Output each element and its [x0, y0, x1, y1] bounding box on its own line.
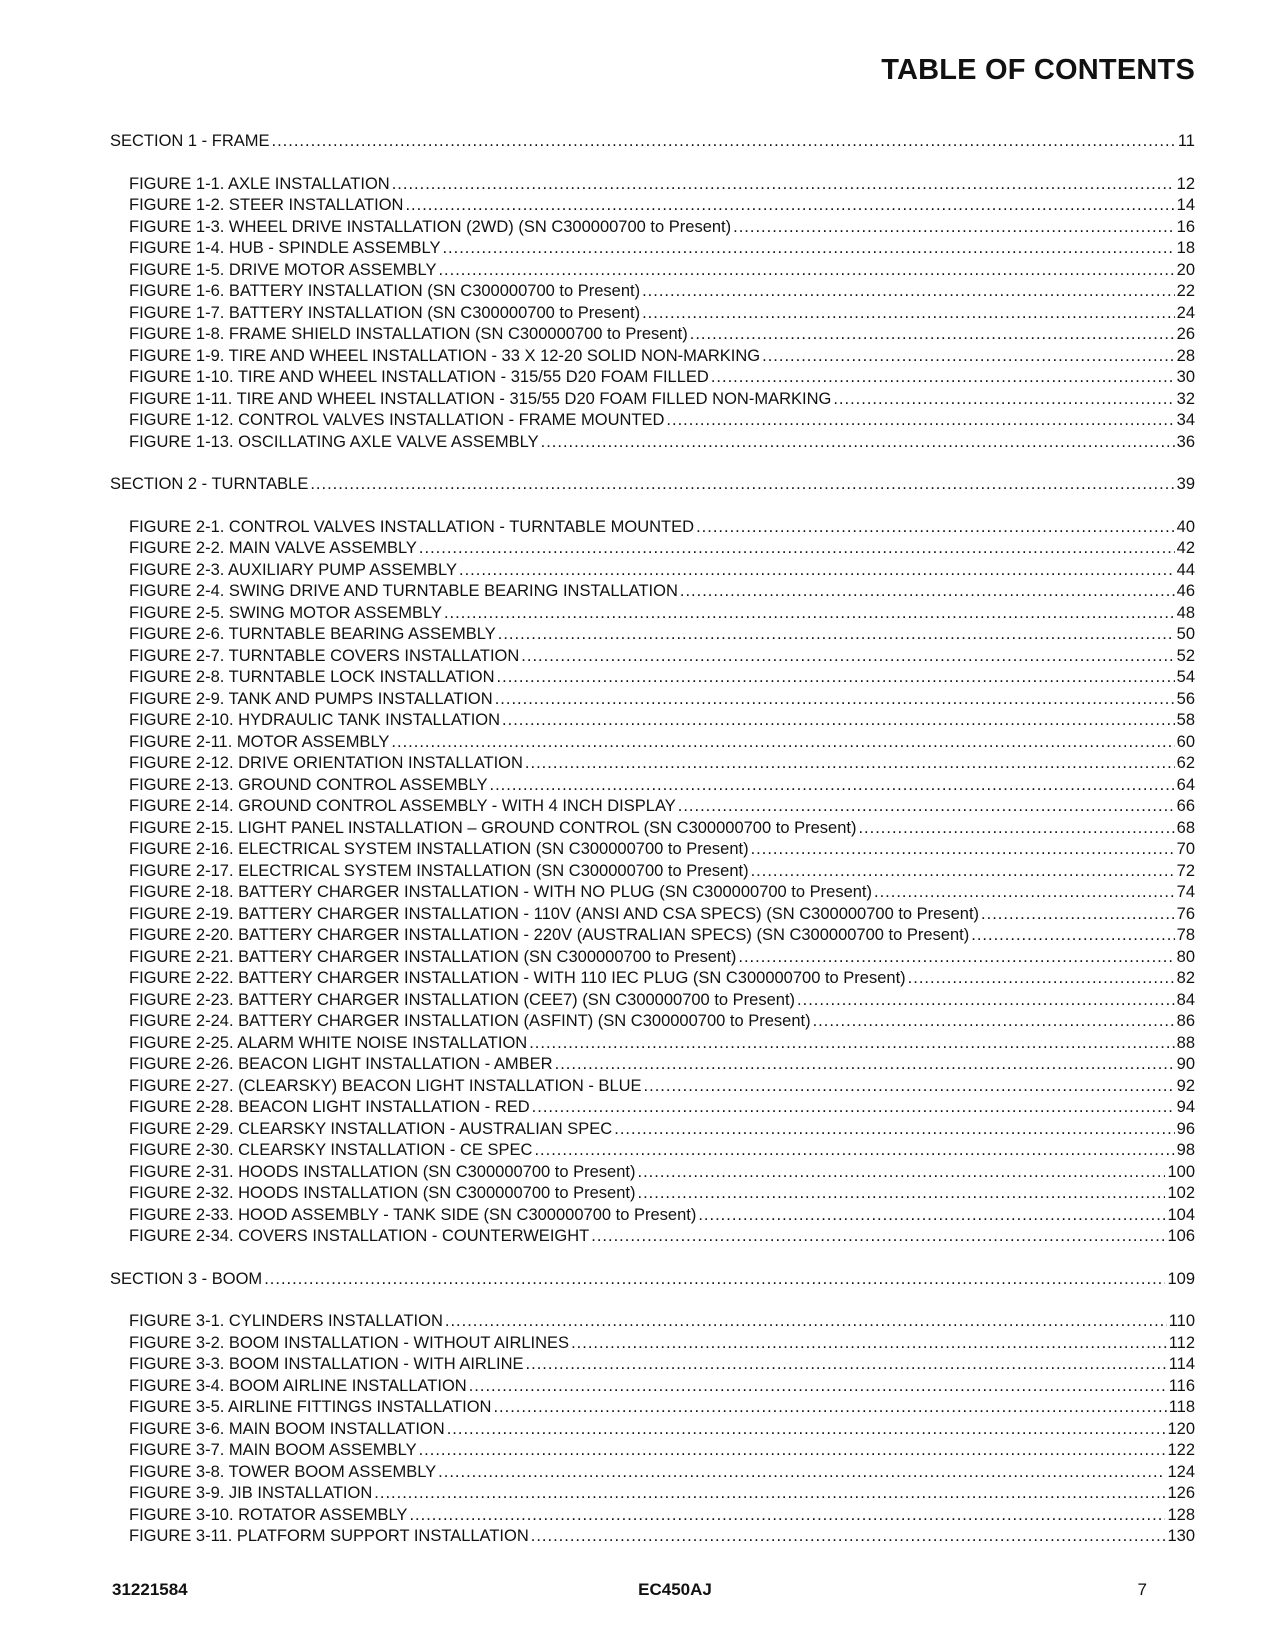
- dot-leader: [498, 624, 1175, 646]
- dot-leader: [391, 732, 1174, 754]
- toc-entry-label: FIGURE 2-21. BATTERY CHARGER INSTALLATION (SN C300000700 to Present): [129, 947, 737, 966]
- toc-figure-entry[interactable]: [110, 689, 1195, 711]
- dot-leader: [591, 1226, 1165, 1248]
- toc-entry-page: 39: [1176, 475, 1195, 493]
- toc-figure-entry[interactable]: [110, 260, 1195, 282]
- toc-figure-entry[interactable]: [110, 624, 1195, 646]
- toc-entry-page: 94: [1176, 1098, 1195, 1116]
- toc-entry-label: FIGURE 2-23. BATTERY CHARGER INSTALLATION (CEE7) (SN C300000700 to Present): [129, 990, 796, 1009]
- dot-leader: [833, 389, 1174, 411]
- toc-entry-page: 118: [1168, 1398, 1195, 1416]
- dot-leader: [532, 1097, 1175, 1119]
- toc-entry-label: FIGURE 2-22. BATTERY CHARGER INSTALLATION - WITH 110 IEC PLUG (SN C300000700 to Present): [129, 969, 906, 987]
- toc-section-entry[interactable]: [110, 1269, 1195, 1291]
- toc-entry-label: FIGURE 2-12. DRIVE ORIENTATION INSTALLATION: [129, 754, 523, 772]
- toc-entry-page: 44: [1176, 560, 1195, 579]
- dot-leader: [644, 1076, 1175, 1098]
- toc-entry-label: FIGURE 3-3. BOOM INSTALLATION - WITH AIRLINE: [129, 1355, 524, 1373]
- toc-entry-label: FIGURE 3-6. MAIN BOOM INSTALLATION: [129, 1419, 445, 1438]
- toc-figure-entry[interactable]: [110, 1226, 1195, 1248]
- toc-entry-label: FIGURE 1-3. WHEEL DRIVE INSTALLATION (2WD) (SN C300000700 to Present): [129, 217, 732, 236]
- dot-leader: [971, 925, 1174, 947]
- toc-entry-page: 36: [1176, 432, 1195, 451]
- footer-page-number: 7: [1137, 1580, 1147, 1599]
- toc-figure-entry[interactable]: [110, 1462, 1195, 1484]
- toc-figure-entry[interactable]: [110, 1483, 1195, 1505]
- toc-figure-entry[interactable]: [110, 517, 1195, 539]
- toc-entry-page: 86: [1176, 1012, 1195, 1030]
- toc-entry-label: FIGURE 2-31. HOODS INSTALLATION (SN C300000700 to Present): [129, 1162, 636, 1181]
- toc-entry-page: 62: [1176, 754, 1195, 772]
- toc-entry-page: 18: [1176, 239, 1195, 257]
- toc-entry-label: FIGURE 2-2. MAIN VALVE ASSEMBLY: [129, 539, 417, 557]
- toc-entry-page: 14: [1176, 196, 1195, 214]
- toc-entry-label: FIGURE 2-26. BEACON LIGHT INSTALLATION - AMBER: [129, 1055, 553, 1073]
- toc-entry-label: FIGURE 1-13. OSCILLATING AXLE VALVE ASSEMBLY: [129, 432, 539, 451]
- toc-figure-entry[interactable]: [110, 346, 1195, 368]
- toc-entry-page: 76: [1176, 904, 1195, 923]
- dot-leader: [469, 1376, 1167, 1398]
- dot-leader: [529, 1033, 1174, 1055]
- toc-entry-label: FIGURE 2-29. CLEARSKY INSTALLATION - AUSTRALIAN SPEC: [129, 1119, 613, 1138]
- toc-figure-entry[interactable]: [110, 775, 1195, 797]
- dot-leader: [874, 882, 1175, 904]
- toc-figure-entry[interactable]: [110, 217, 1195, 239]
- dot-leader: [638, 1183, 1166, 1205]
- dot-leader: [526, 1354, 1167, 1376]
- toc-entry-page: 20: [1176, 260, 1195, 279]
- toc-figure-entry[interactable]: [110, 281, 1195, 303]
- dot-leader: [555, 1054, 1175, 1076]
- toc-figure-entry[interactable]: [110, 1076, 1195, 1098]
- dot-leader: [521, 646, 1174, 668]
- toc-entry-label: FIGURE 2-11. MOTOR ASSEMBLY: [129, 732, 390, 751]
- dot-leader: [459, 560, 1175, 582]
- dot-leader: [690, 324, 1175, 346]
- dot-leader: [541, 432, 1175, 454]
- toc-figure-entry[interactable]: [110, 1354, 1195, 1376]
- toc-figure-entry[interactable]: [110, 1140, 1195, 1162]
- toc-entry-page: 11: [1177, 132, 1195, 150]
- toc-figure-entry[interactable]: [110, 1011, 1195, 1033]
- toc-entry-page: 70: [1176, 840, 1195, 858]
- toc-entry-label: FIGURE 1-6. BATTERY INSTALLATION (SN C300000700 to Present): [129, 282, 641, 300]
- toc-entry-label: FIGURE 2-4. SWING DRIVE AND TURNTABLE BEARING INSTALLATION: [129, 582, 678, 600]
- toc-entry-page: 130: [1167, 1527, 1195, 1545]
- toc-entry-label: FIGURE 1-4. HUB - SPINDLE ASSEMBLY: [129, 239, 441, 257]
- toc-figure-entry[interactable]: [110, 1419, 1195, 1441]
- dot-leader: [392, 174, 1175, 196]
- dot-leader: [497, 667, 1175, 689]
- dot-leader: [405, 195, 1174, 217]
- toc-entry-label: SECTION 2 - TURNTABLE: [110, 475, 309, 493]
- dot-leader: [678, 796, 1175, 818]
- dot-leader: [642, 281, 1175, 303]
- dot-leader: [445, 1311, 1167, 1333]
- toc-entry-page: 92: [1176, 1076, 1195, 1095]
- toc-figure-entry[interactable]: [110, 968, 1195, 990]
- toc-entry-page: 116: [1168, 1376, 1195, 1395]
- dot-leader: [438, 260, 1174, 282]
- toc-entry-page: 60: [1176, 732, 1195, 751]
- dot-leader: [711, 367, 1175, 389]
- dot-leader: [738, 947, 1174, 969]
- toc-figure-entry[interactable]: [110, 303, 1195, 325]
- toc-figure-entry[interactable]: [110, 646, 1195, 668]
- toc-figure-entry[interactable]: [110, 432, 1195, 454]
- toc-entry-label: FIGURE 2-6. TURNTABLE BEARING ASSEMBLY: [129, 625, 496, 643]
- toc-entry-page: 64: [1176, 775, 1195, 794]
- toc-entry-label: FIGURE 2-9. TANK AND PUMPS INSTALLATION: [129, 689, 493, 708]
- toc-entry-label: FIGURE 2-15. LIGHT PANEL INSTALLATION – GROUND CONTROL (SN C300000700 to Present): [129, 818, 857, 837]
- toc-section-entry[interactable]: [110, 131, 1195, 153]
- toc-entry-label: FIGURE 1-8. FRAME SHIELD INSTALLATION (SN C300000700 to Present): [129, 325, 688, 343]
- toc-entry-label: FIGURE 1-9. TIRE AND WHEEL INSTALLATION - 33 X 12-20 SOLID NON-MARKING: [129, 346, 761, 365]
- toc-entry-page: 72: [1176, 861, 1195, 880]
- dot-leader: [858, 818, 1174, 840]
- toc-entry-page: 28: [1176, 346, 1195, 365]
- toc-entry-label: FIGURE 1-12. CONTROL VALVES INSTALLATION - FRAME MOUNTED: [129, 411, 665, 429]
- dot-leader: [374, 1483, 1165, 1505]
- toc-figure-entry[interactable]: [110, 1397, 1195, 1419]
- toc-figure-entry[interactable]: [110, 839, 1195, 861]
- toc-entry-label: FIGURE 3-1. CYLINDERS INSTALLATION: [129, 1312, 443, 1330]
- toc-entry-page: 32: [1176, 389, 1195, 408]
- dot-leader: [419, 1440, 1166, 1462]
- footer-model: EC450AJ: [638, 1580, 712, 1599]
- dot-leader: [981, 904, 1175, 926]
- toc-entry-label: FIGURE 2-30. CLEARSKY INSTALLATION - CE SPEC: [129, 1141, 533, 1159]
- toc-figure-entry[interactable]: [110, 389, 1195, 411]
- toc-figure-entry[interactable]: [110, 538, 1195, 560]
- toc-entry-page: 90: [1176, 1055, 1195, 1073]
- toc-entry-page: 82: [1176, 969, 1195, 987]
- toc-entry-page: 34: [1176, 411, 1195, 429]
- dot-leader: [444, 603, 1175, 625]
- toc-entry-label: FIGURE 2-27. (CLEARSKY) BEACON LIGHT INSTALLATION - BLUE: [129, 1076, 642, 1095]
- toc-figure-entry[interactable]: [110, 324, 1195, 346]
- dot-leader: [490, 775, 1175, 797]
- toc-entry-page: 120: [1167, 1419, 1195, 1438]
- toc-entry-label: FIGURE 2-10. HYDRAULIC TANK INSTALLATION: [129, 711, 501, 729]
- toc-entry-page: 26: [1176, 325, 1195, 343]
- toc-entry-label: FIGURE 1-2. STEER INSTALLATION: [129, 196, 404, 214]
- toc-entry-label: FIGURE 2-5. SWING MOTOR ASSEMBLY: [129, 603, 442, 622]
- toc-entry-page: 109: [1167, 1269, 1195, 1288]
- dot-leader: [438, 1462, 1165, 1484]
- toc-entry-label: FIGURE 2-1. CONTROL VALVES INSTALLATION - TURNTABLE MOUNTED: [129, 517, 695, 536]
- dot-leader: [696, 517, 1175, 539]
- toc-figure-entry[interactable]: [110, 990, 1195, 1012]
- toc-entry-page: 96: [1176, 1119, 1195, 1138]
- dot-leader: [751, 839, 1175, 861]
- toc-figure-entry[interactable]: [110, 904, 1195, 926]
- toc-entry-label: FIGURE 3-9. JIB INSTALLATION: [129, 1484, 373, 1502]
- toc-entry-label: FIGURE 2-32. HOODS INSTALLATION (SN C300000700 to Present): [129, 1184, 636, 1202]
- toc-entry-page: 122: [1167, 1441, 1195, 1459]
- toc-entry-label: FIGURE 3-2. BOOM INSTALLATION - WITHOUT AIRLINES: [129, 1333, 570, 1352]
- toc-figure-entry[interactable]: [110, 238, 1195, 260]
- dot-leader: [525, 753, 1175, 775]
- toc-entry-label: FIGURE 3-5. AIRLINE FITTINGS INSTALLATION: [129, 1398, 492, 1416]
- dot-leader: [272, 131, 1176, 153]
- dot-leader: [638, 1162, 1166, 1184]
- dot-leader: [762, 346, 1175, 368]
- toc-entry-label: FIGURE 2-17. ELECTRICAL SYSTEM INSTALLATION (SN C300000700 to Present): [129, 861, 749, 880]
- toc-entry-page: 74: [1176, 883, 1195, 901]
- toc-entry-page: 104: [1167, 1205, 1195, 1224]
- toc-figure-entry[interactable]: [110, 1376, 1195, 1398]
- toc-entry-label: FIGURE 3-4. BOOM AIRLINE INSTALLATION: [129, 1376, 467, 1395]
- toc-entry-page: 48: [1176, 603, 1195, 622]
- toc-entry-page: 46: [1176, 582, 1195, 600]
- toc-figure-entry[interactable]: [110, 1162, 1195, 1184]
- toc-entry-label: FIGURE 2-25. ALARM WHITE NOISE INSTALLATION: [129, 1033, 528, 1052]
- toc-entry-page: 56: [1176, 689, 1195, 708]
- dot-leader: [813, 1011, 1175, 1033]
- toc-entry-label: FIGURE 2-16. ELECTRICAL SYSTEM INSTALLATION (SN C300000700 to Present): [129, 840, 749, 858]
- toc-entry-page: 114: [1168, 1355, 1195, 1373]
- toc-entry-page: 54: [1176, 668, 1195, 686]
- toc-entry-label: FIGURE 3-10. ROTATOR ASSEMBLY: [129, 1505, 408, 1524]
- footer-part-number: 31221584: [112, 1580, 188, 1599]
- toc-figure-entry[interactable]: [110, 882, 1195, 904]
- toc-figure-entry[interactable]: [110, 1311, 1195, 1333]
- toc-figure-entry[interactable]: [110, 818, 1195, 840]
- toc-figure-entry[interactable]: [110, 1097, 1195, 1119]
- toc-figure-entry[interactable]: [110, 1333, 1195, 1355]
- toc-entry-label: FIGURE 1-7. BATTERY INSTALLATION (SN C300000700 to Present): [129, 303, 641, 322]
- dot-leader: [419, 538, 1175, 560]
- dot-leader: [642, 303, 1175, 325]
- toc-figure-entry[interactable]: [110, 581, 1195, 603]
- toc-figure-entry[interactable]: [110, 1505, 1195, 1527]
- toc-figure-entry[interactable]: [110, 1526, 1195, 1548]
- toc-entry-page: 98: [1176, 1141, 1195, 1159]
- toc-entry-page: 22: [1176, 282, 1195, 300]
- toc-entry-label: FIGURE 1-1. AXLE INSTALLATION: [129, 174, 390, 193]
- toc-entry-page: 102: [1167, 1184, 1195, 1202]
- toc-entry-label: FIGURE 3-11. PLATFORM SUPPORT INSTALLATION: [129, 1527, 529, 1545]
- dot-leader: [571, 1333, 1167, 1355]
- toc-entry-label: FIGURE 2-20. BATTERY CHARGER INSTALLATION - 220V (AUSTRALIAN SPECS) (SN C300000700 to Present): [129, 926, 970, 944]
- toc-entry-label: FIGURE 2-13. GROUND CONTROL ASSEMBLY: [129, 775, 488, 794]
- toc-figure-entry[interactable]: [110, 560, 1195, 582]
- toc-figure-entry[interactable]: [110, 667, 1195, 689]
- toc-section-entry[interactable]: [110, 474, 1195, 496]
- toc-figure-entry[interactable]: [110, 1205, 1195, 1227]
- toc-entry-label: FIGURE 2-28. BEACON LIGHT INSTALLATION - RED: [129, 1098, 530, 1116]
- toc-figure-entry[interactable]: [110, 367, 1195, 389]
- toc-entry-page: 24: [1176, 303, 1195, 322]
- toc-entry-page: 88: [1176, 1033, 1195, 1052]
- dot-leader: [442, 238, 1174, 260]
- dot-leader: [502, 710, 1175, 732]
- table-of-contents: [110, 131, 1195, 1548]
- toc-entry-label: FIGURE 1-10. TIRE AND WHEEL INSTALLATION - 315/55 D20 FOAM FILLED: [129, 368, 709, 386]
- toc-entry-page: 40: [1176, 517, 1195, 536]
- toc-figure-entry[interactable]: [110, 796, 1195, 818]
- toc-entry-label: FIGURE 3-7. MAIN BOOM ASSEMBLY: [129, 1441, 417, 1459]
- toc-entry-page: 100: [1167, 1162, 1195, 1181]
- dot-leader: [666, 410, 1174, 432]
- dot-leader: [264, 1269, 1165, 1291]
- toc-entry-label: SECTION 1 - FRAME: [110, 132, 270, 150]
- toc-entry-page: 84: [1176, 990, 1195, 1009]
- toc-entry-label: FIGURE 2-34. COVERS INSTALLATION - COUNTERWEIGHT: [129, 1227, 590, 1245]
- toc-entry-page: 58: [1176, 711, 1195, 729]
- dot-leader: [698, 1205, 1165, 1227]
- dot-leader: [614, 1119, 1174, 1141]
- dot-leader: [680, 581, 1175, 603]
- toc-figure-entry[interactable]: [110, 947, 1195, 969]
- toc-entry-page: 12: [1176, 174, 1195, 193]
- toc-figure-entry[interactable]: [110, 1054, 1195, 1076]
- toc-figure-entry[interactable]: [110, 1119, 1195, 1141]
- toc-entry-page: 80: [1176, 947, 1195, 966]
- toc-figure-entry[interactable]: [110, 603, 1195, 625]
- toc-figure-entry[interactable]: [110, 710, 1195, 732]
- toc-figure-entry[interactable]: [110, 195, 1195, 217]
- toc-entry-page: 128: [1167, 1505, 1195, 1524]
- toc-entry-label: FIGURE 3-8. TOWER BOOM ASSEMBLY: [129, 1462, 437, 1481]
- dot-leader: [534, 1140, 1174, 1162]
- dot-leader: [751, 861, 1175, 883]
- dot-leader: [447, 1419, 1166, 1441]
- dot-leader: [531, 1526, 1166, 1548]
- toc-entry-label: FIGURE 2-18. BATTERY CHARGER INSTALLATION - WITH NO PLUG (SN C300000700 to Present): [129, 883, 873, 901]
- toc-figure-entry[interactable]: [110, 410, 1195, 432]
- toc-entry-label: FIGURE 2-8. TURNTABLE LOCK INSTALLATION: [129, 668, 495, 686]
- toc-figure-entry[interactable]: [110, 861, 1195, 883]
- toc-entry-page: 30: [1176, 368, 1195, 386]
- toc-entry-page: 50: [1176, 625, 1195, 643]
- toc-entry-label: FIGURE 1-5. DRIVE MOTOR ASSEMBLY: [129, 260, 437, 279]
- toc-figure-entry[interactable]: [110, 1183, 1195, 1205]
- dot-leader: [797, 990, 1175, 1012]
- toc-entry-page: 16: [1176, 217, 1195, 236]
- toc-entry-page: 66: [1176, 797, 1195, 815]
- toc-entry-page: 42: [1176, 539, 1195, 557]
- toc-figure-entry[interactable]: [110, 1440, 1195, 1462]
- toc-entry-label: FIGURE 1-11. TIRE AND WHEEL INSTALLATION - 315/55 D20 FOAM FILLED NON-MARKING: [129, 389, 832, 408]
- toc-figure-entry[interactable]: [110, 732, 1195, 754]
- toc-entry-page: 106: [1167, 1227, 1195, 1245]
- toc-entry-page: 78: [1176, 926, 1195, 944]
- toc-entry-page: 126: [1167, 1484, 1195, 1502]
- toc-entry-page: 52: [1176, 646, 1195, 665]
- toc-entry-label: FIGURE 2-7. TURNTABLE COVERS INSTALLATION: [129, 646, 520, 665]
- toc-entry-page: 110: [1168, 1312, 1195, 1330]
- toc-entry-label: FIGURE 2-3. AUXILIARY PUMP ASSEMBLY: [129, 560, 457, 579]
- toc-entry-page: 124: [1167, 1462, 1195, 1481]
- toc-entry-page: 68: [1176, 818, 1195, 837]
- toc-entry-label: SECTION 3 - BOOM: [110, 1269, 263, 1288]
- page-title: TABLE OF CONTENTS: [881, 54, 1195, 86]
- dot-leader: [409, 1505, 1165, 1527]
- toc-entry-label: FIGURE 2-14. GROUND CONTROL ASSEMBLY - WITH 4 INCH DISPLAY: [129, 797, 676, 815]
- dot-leader: [495, 689, 1175, 711]
- dot-leader: [310, 474, 1174, 496]
- toc-entry-label: FIGURE 2-24. BATTERY CHARGER INSTALLATION (ASFINT) (SN C300000700 to Present): [129, 1012, 811, 1030]
- toc-figure-entry[interactable]: [110, 753, 1195, 775]
- toc-entry-page: 112: [1168, 1333, 1195, 1352]
- toc-entry-label: FIGURE 2-19. BATTERY CHARGER INSTALLATION - 110V (ANSI AND CSA SPECS) (SN C300000700 to Present): [129, 904, 980, 923]
- dot-leader: [908, 968, 1175, 990]
- dot-leader: [493, 1397, 1166, 1419]
- toc-figure-entry[interactable]: [110, 925, 1195, 947]
- dot-leader: [733, 217, 1175, 239]
- toc-entry-label: FIGURE 2-33. HOOD ASSEMBLY - TANK SIDE (SN C300000700 to Present): [129, 1205, 697, 1224]
- toc-figure-entry[interactable]: [110, 174, 1195, 196]
- toc-figure-entry[interactable]: [110, 1033, 1195, 1055]
